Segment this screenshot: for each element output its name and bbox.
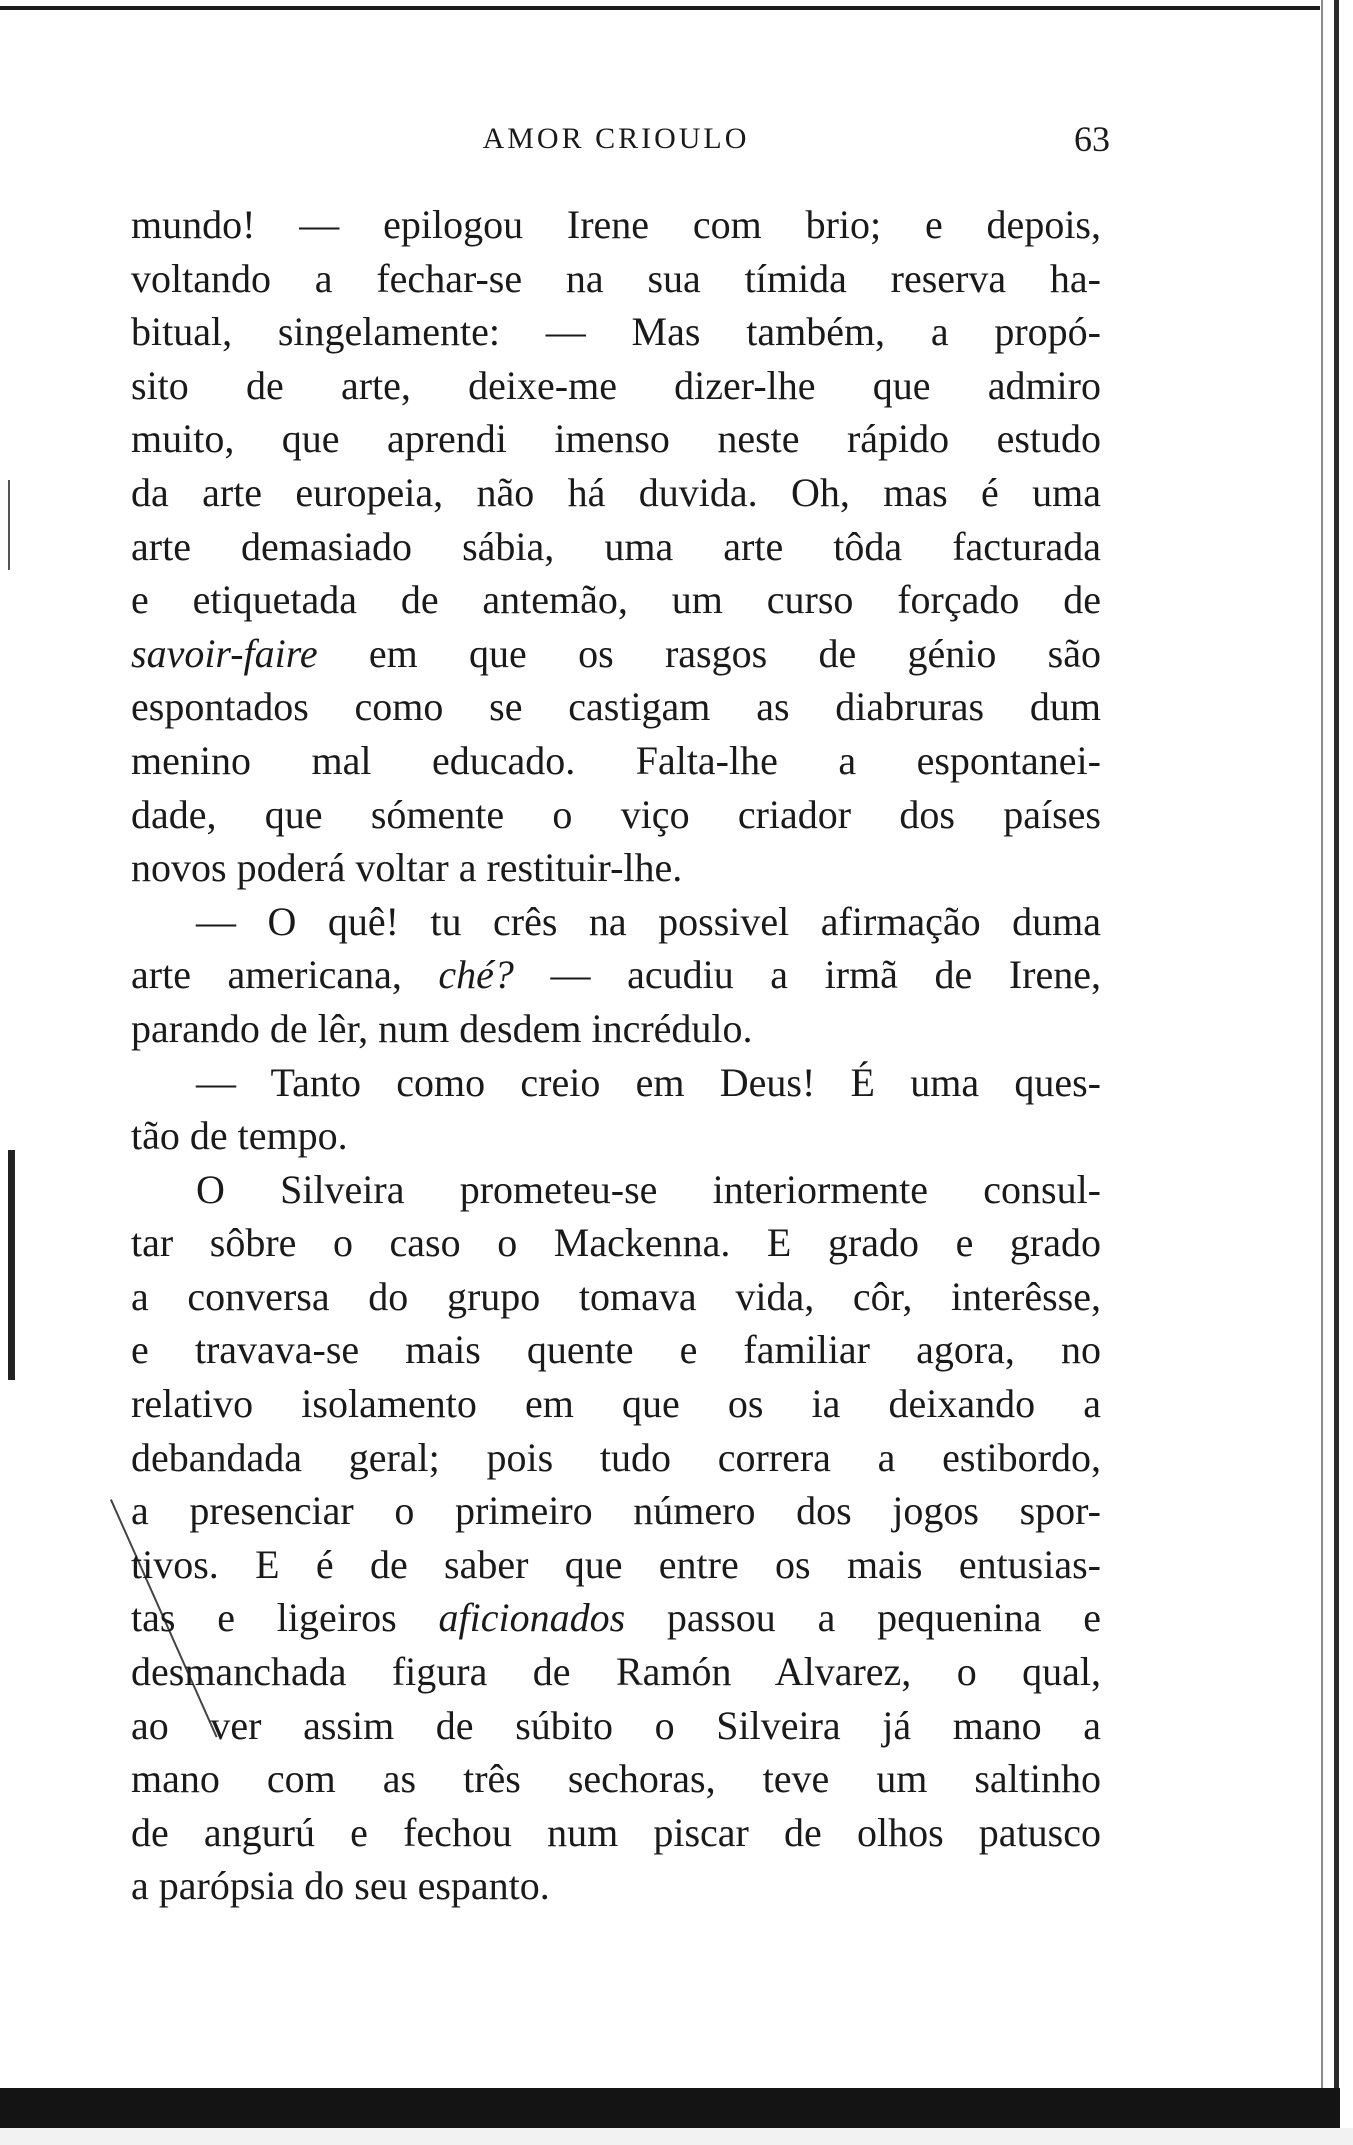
text-line: tar sôbre o caso o Mackenna. E grado e grado [131,1220,1101,1266]
running-title: AMOR CRIOULO [482,122,750,155]
italic-term: ché? [438,952,514,998]
text-line: a conversa do grupo tomava vida, côr, interêsse, [131,1273,1101,1319]
text-line: tivos. E é de saber que entre os mais entusias- [131,1541,1101,1587]
text-line: e travava-se mais quente e familiar agora, no [131,1327,1101,1373]
text-line: debandada geral; pois tudo correra a estibordo, [131,1434,1101,1480]
text-line: da arte europeia, não há duvida. Oh, mas é uma [131,469,1101,515]
italic-term: aficionados [438,1595,626,1641]
text-line: desmanchada figura de Ramón Alvarez, o qual, [131,1649,1101,1695]
text-line: — Tanto como creio em Deus! É uma ques- [196,1059,1101,1105]
text-line: a presenciar o primeiro número dos jogos spor- [131,1488,1101,1534]
page-header [136,118,1110,170]
text-line: arte demasiado sábia, uma arte tôda facturada [131,523,1101,569]
text-line: a parópsia do seu espanto. [131,1863,550,1909]
text-line: mano com as três sechoras, teve um saltinho [131,1756,1101,1802]
text-line: muito, que aprendi imenso neste rápido estudo [131,416,1101,462]
text-line: savoir-faire em que os rasgos de génio são [131,630,1101,676]
text-line: ao ver assim de súbito o Silveira já mano a [131,1702,1101,1748]
text-line: dade, que sómente o viço criador dos países [131,791,1101,837]
text-line: de angurú e fechou num piscar de olhos patusco [131,1809,1101,1855]
text-line: espontados como se castigam as diabruras dum [131,684,1101,730]
text-line: relativo isolamento em que os ia deixando a [131,1381,1101,1427]
text-line: e etiquetada de antemão, um curso forçado de [131,577,1101,623]
text-line: mundo! — epilogou Irene com brio; e depois, [131,202,1101,247]
text-line: parando de lêr, num desdem incrédulo. [131,1005,753,1051]
text-line: tas e ligeiros aficionados passou a pequenina e [131,1595,1101,1641]
text-line: novos poderá voltar a restituir-lhe. [131,845,683,891]
text-line: sito de arte, deixe-me dizer-lhe que admiro [131,362,1101,408]
text-line: voltando a fechar-se na sua tímida reserva ha- [131,255,1101,301]
text-line: tão de tempo. [131,1113,348,1159]
italic-term: savoir-faire [131,630,318,676]
text-line: menino mal educado. Falta-lhe a espontanei- [131,737,1101,783]
text-line: bitual, singelamente: — Mas também, a propó- [131,309,1101,355]
body-text [131,198,1101,1913]
text-line: — O quê! tu crês na possivel afirmação duma [196,898,1101,944]
text-line: arte americana, ché? — acudiu a irmã de Irene, [131,952,1101,998]
page-number: 63 [1074,119,1110,159]
text-line: O Silveira prometeu-se interiormente consul- [196,1166,1101,1212]
